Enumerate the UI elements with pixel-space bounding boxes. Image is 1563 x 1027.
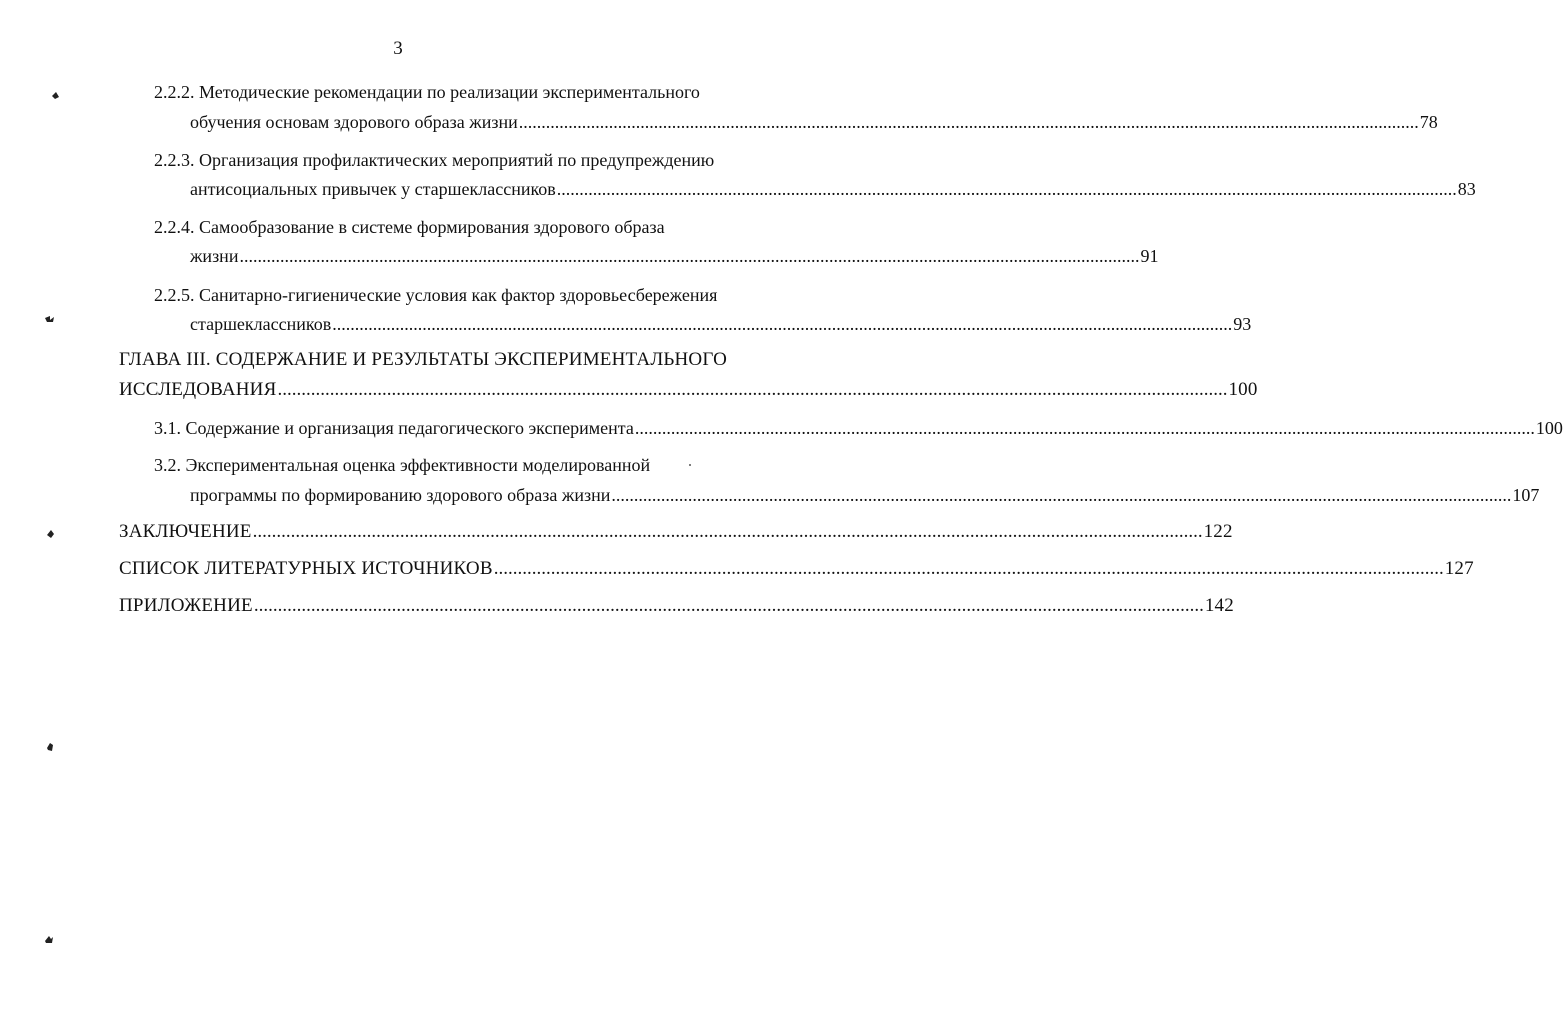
speck [689, 464, 691, 466]
toc-entry-title: ЗАКЛЮЧЕНИЕ [119, 521, 252, 542]
binding-hole-mark [47, 530, 54, 538]
dot-leader: ........................................................................................................................................................................................................ [518, 112, 1419, 132]
toc-entry-2-2-2-title: 2.2.2. Методические рекомендации по реализации экспериментального [154, 82, 700, 102]
toc-page-number: 100 [1228, 379, 1258, 400]
toc-entry-title: СПИСОК ЛИТЕРАТУРНЫХ ИСТОЧНИКОВ [119, 558, 493, 579]
toc-entry-2-2-5-title: 2.2.5. Санитарно-гигиенические условия как фактор здоровьесбережения [154, 285, 718, 305]
toc-page-number: 127 [1444, 558, 1474, 579]
dot-leader: ........................................................................................................................................................................................................ [239, 246, 1140, 266]
toc-page-number: 78 [1419, 112, 1438, 132]
toc-page-number: 142 [1204, 595, 1234, 616]
dot-leader: ........................................................................................................................................................................................................ [253, 595, 1204, 616]
dot-leader: ........................................................................................................................................................................................................ [277, 379, 1228, 400]
toc-chapter-3-title: ГЛАВА III. СОДЕРЖАНИЕ И РЕЗУЛЬТАТЫ ЭКСПЕРИМЕНТАЛЬНОГО [119, 349, 727, 370]
dot-leader: ........................................................................................................................................................................................................ [556, 179, 1457, 199]
toc-entry-3-2-title: 3.2. Экспериментальная оценка эффективности моделированной [154, 455, 651, 475]
toc-entry-2-2-4-title: 2.2.4. Самообразование в системе формирования здорового образа [154, 217, 665, 237]
dot-leader: ........................................................................................................................................................................................................ [252, 521, 1203, 542]
toc-page-number: 107 [1512, 485, 1540, 505]
toc-entry-continuation: старшеклассников [190, 314, 332, 334]
binding-hole-mark [52, 92, 59, 99]
dot-leader: ........................................................................................................................................................................................................ [634, 418, 1535, 438]
toc-entry-continuation: программы по формированию здорового образа жизни [190, 485, 611, 505]
toc-page-number: 122 [1203, 521, 1233, 542]
page-number: 3 [393, 38, 403, 59]
dot-leader: ........................................................................................................................................................................................................ [332, 314, 1233, 334]
binding-hole-mark [47, 743, 53, 751]
dot-leader: ........................................................................................................................................................................................................ [493, 558, 1444, 579]
toc-entry-continuation: антисоциальных привычек у старшеклассников [190, 179, 556, 199]
toc-entry-2-2-3-title: 2.2.3. Организация профилактических мероприятий по предупреждению [154, 150, 715, 170]
toc-entry-title: 3.1. Содержание и организация педагогического эксперимента [154, 418, 634, 438]
toc-entry-title: ПРИЛОЖЕНИЕ [119, 595, 253, 616]
toc-page-number: 93 [1233, 314, 1252, 334]
binding-hole-mark [45, 936, 53, 943]
toc-entry-continuation: обучения основам здорового образа жизни [190, 112, 518, 132]
toc-page-number: 83 [1457, 179, 1476, 199]
toc-entry-continuation: жизни [190, 246, 239, 266]
dot-leader: ........................................................................................................................................................................................................ [611, 485, 1512, 505]
toc-page-number: 100 [1535, 418, 1563, 438]
toc-entry-continuation: ИССЛЕДОВАНИЯ [119, 379, 277, 400]
toc-page-number: 91 [1140, 246, 1159, 266]
binding-hole-mark [45, 316, 54, 322]
